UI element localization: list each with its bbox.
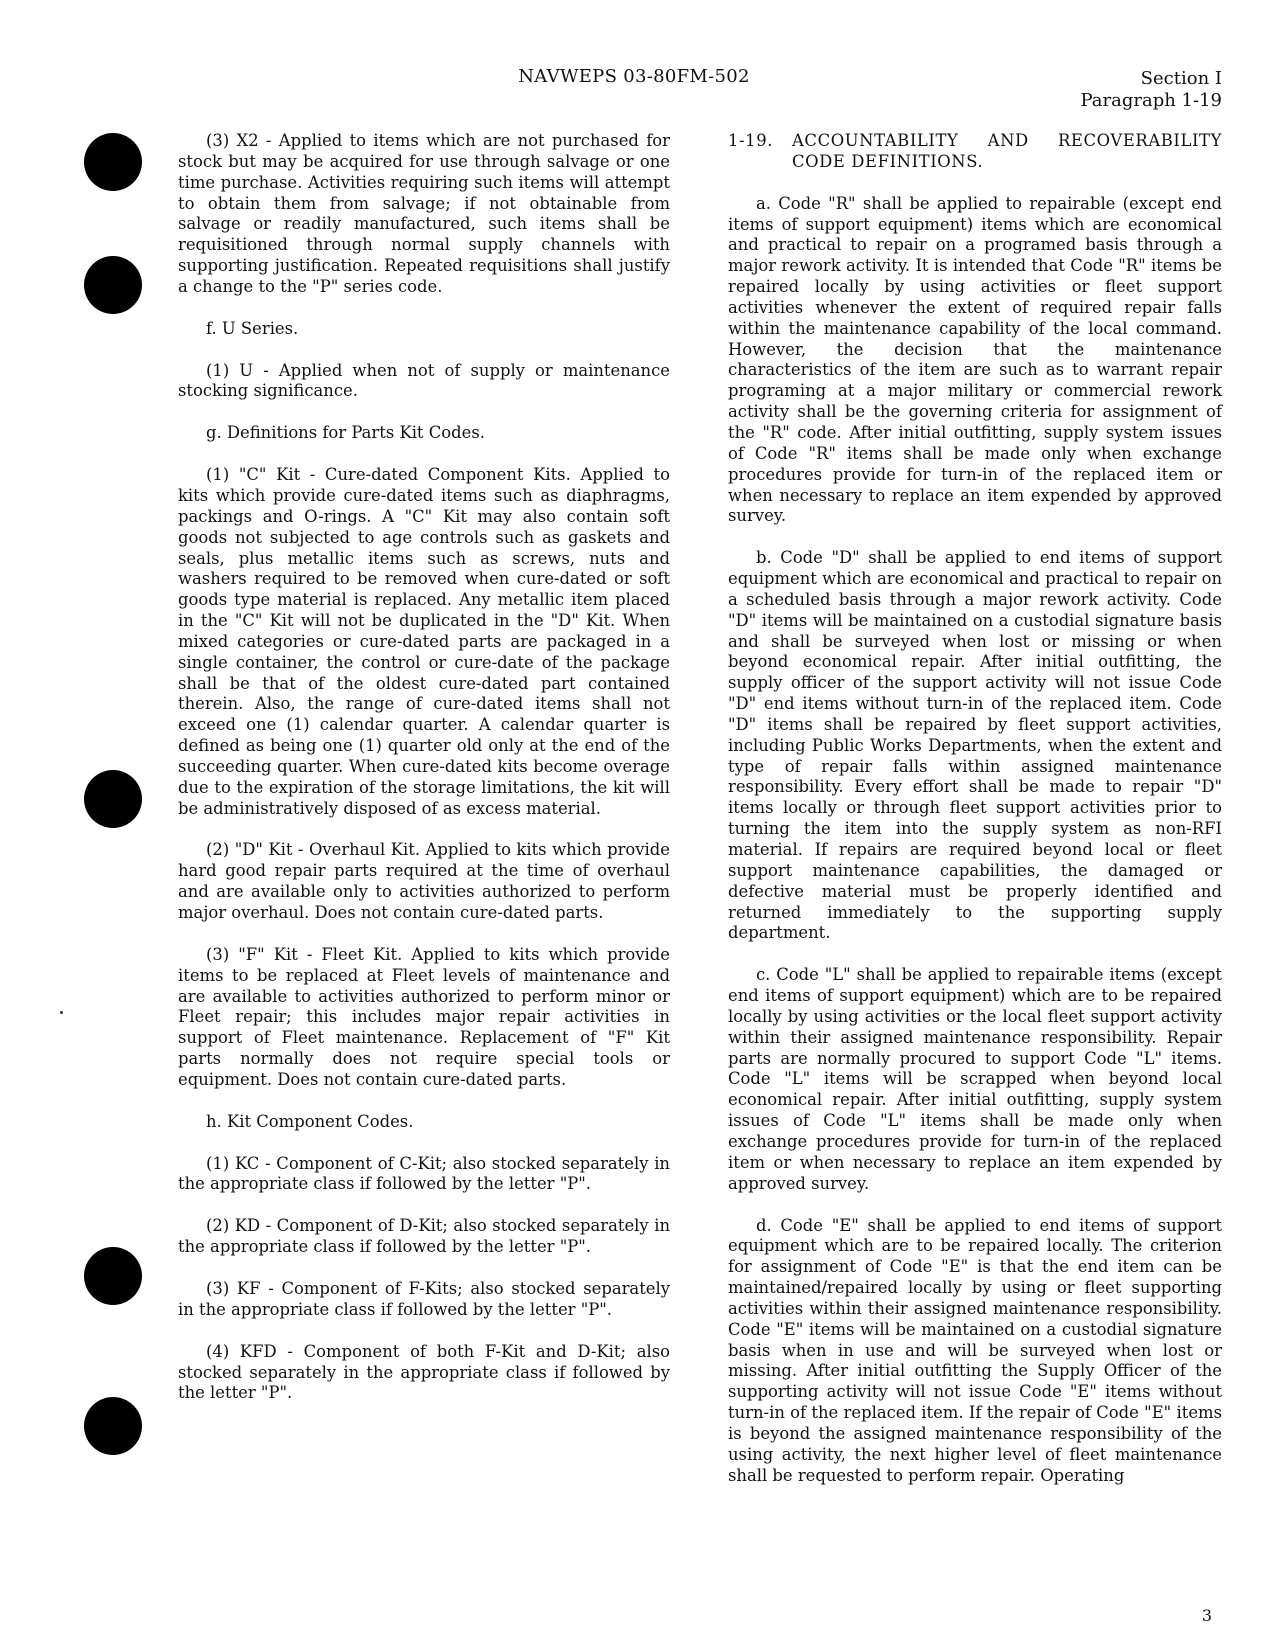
binder-hole xyxy=(84,1247,142,1305)
paragraph-kc: (1) KC - Component of C-Kit; also stocked separately in the appropriate class if followed by the letter "P". xyxy=(178,1153,670,1194)
paragraph-kd: (2) KD - Component of D-Kit; also stocked separately in the appropriate class if followed by the letter "P". xyxy=(178,1216,670,1257)
paragraph-code-l: c. Code "L" shall be applied to repairable items (except end items of support equipment) which are to be repaired locally by using activities or the local fleet support activity within their assigned maintenance responsibility. Repair parts are normally procured to support Code "L" items. Code "L" items will be scrapped when beyond local economical repair. After initial outfitting, supply system issues of Code "L" items shall be made only when exchange procedures provide for turn-in of the replaced item or when necessary to replace an item expended by approved survey. xyxy=(728,965,1222,1193)
document-number: NAVWEPS 03-80FM-502 xyxy=(518,66,750,87)
section-label: Section I xyxy=(1140,68,1222,89)
paragraph-d-kit: (2) "D" Kit - Overhaul Kit. Applied to kits which provide hard good repair parts required at the time of overhaul and are available only to activities authorized to perform major overhaul. Does not contain cure-dated parts. xyxy=(178,840,670,922)
paragraph-kf: (3) KF - Component of F-Kits; also stocked separately in the appropriate class if followed by the letter "P". xyxy=(178,1278,670,1319)
heading-number: 1-19. xyxy=(728,131,774,150)
scan-speck xyxy=(60,1011,63,1014)
page-number: 3 xyxy=(1201,1606,1212,1625)
left-column xyxy=(178,131,670,1425)
section-heading xyxy=(728,131,1222,173)
binder-hole xyxy=(84,256,142,314)
binder-hole xyxy=(84,1397,142,1455)
heading-title: ACCOUNTABILITY AND RECOVERABILITY CODE DEFINITIONS. xyxy=(792,131,1222,171)
subheading-kit-component-codes: h. Kit Component Codes. xyxy=(206,1111,414,1131)
binder-hole xyxy=(84,133,142,191)
paragraph-code-e: d. Code "E" shall be applied to end items of support equipment which are to be repaired locally. The criterion for assignment of Code "E" is that the end item can be maintained/repaired locally by using or fleet supporting activities within their assigned maintenance responsibility. Code "E" items will be maintained on a custodial signature basis when in use and will be surveyed when lost or missing. After initial outfitting the Supply Officer of the supporting activity will not issue Code "E" items without turn-in of the replaced item. If the repair of Code "E" items is beyond the assigned maintenance responsibility of the using activity, the next higher level of fleet maintenance shall be requested to perform repair. Operating xyxy=(728,1215,1222,1485)
right-column xyxy=(728,131,1222,1507)
subheading-parts-kit-codes: g. Definitions for Parts Kit Codes. xyxy=(206,423,485,443)
paragraph-x2: (3) X2 - Applied to items which are not purchased for stock but may be acquired for use through salvage or one time purchase. Activities requiring such items will attempt to obtain them from salvage; if not obtainable from salvage or readily manufactured, such items shall be requisitioned through normal supply channels with supporting justification. Repeated requisitions shall justify a change to the "P" series code. xyxy=(178,131,670,296)
binder-hole xyxy=(84,770,142,828)
paragraph-code-r: a. Code "R" shall be applied to repairable (except end items of support equipment) items which are economical and practical to repair on a programed basis through a major rework activity. It is intended that Code "R" items be repaired locally by using activities or fleet support activities whenever the extent of required repair falls within the maintenance capability of the local command. However, the decision that the maintenance characteristics of the item are such as to warrant repair programing at a major military or commercial rework activity shall be the governing criteria for assignment of the "R" code. After initial outfitting, supply system issues of Code "R" items shall be made only when exchange procedures provide for turn-in of the replaced item or when necessary to replace an item expended by approved survey. xyxy=(728,193,1222,526)
section-reference xyxy=(1080,68,1222,112)
paragraph-code-d: b. Code "D" shall be applied to end items of support equipment which are economical and practical to repair on a scheduled basis through a major rework activity. Code "D" items will be maintained on a custodial signature basis and shall be surveyed when lost or missing or when beyond economical repair. After initial outfitting, the supply officer of the support activity will not issue Code "D" end items without turn-in of the replaced item. Code "D" items shall be repaired by fleet support activities, including Public Works Departments, when the extent and type of repair falls within assigned maintenance responsibility. Every effort shall be made to repair "D" items locally or through fleet support activities prior to turning the item into the supply system as non-RFI material. If repairs are required beyond local or fleet support maintenance capabilities, the damaged or defective material must be properly identified and returned immediately to the supporting supply department. xyxy=(728,548,1222,943)
paragraph-c-kit: (1) "C" Kit - Cure-dated Component Kits. Applied to kits which provide cure-dated items such as diaphragms, packings and O-rings. A "C" Kit may also contain soft goods not subjected to age controls such as gaskets and seals, plus metallic items such as screws, nuts and washers required to be removed when cure-dated or soft goods type material is replaced. Any metallic item placed in the "C" Kit will not be duplicated in the "D" Kit. When mixed categories or cure-dated parts are packaged in a single container, the control or cure-date of the package shall be that of the oldest cure-dated part contained therein. Also, the range of cure-dated items shall not exceed one (1) calendar quarter. A calendar quarter is defined as being one (1) quarter old only at the end of the succeeding quarter. When cure-dated kits become overage due to the expiration of the storage limitations, the kit will be administratively disposed of as excess material. xyxy=(178,465,670,818)
paragraph-u: (1) U - Applied when not of supply or maintenance stocking significance. xyxy=(178,360,670,401)
paragraph-f-kit: (3) "F" Kit - Fleet Kit. Applied to kits which provide items to be replaced at Fleet levels of maintenance and are available to activities authorized to perform minor or Fleet repair; this includes major repair activities in support of Fleet maintenance. Replacement of "F" Kit parts normally does not require special tools or equipment. Does not contain cure-dated parts. xyxy=(178,944,670,1089)
paragraph-label: Paragraph 1-19 xyxy=(1080,90,1222,111)
subheading-u-series: f. U Series. xyxy=(206,318,299,338)
paragraph-kfd: (4) KFD - Component of both F-Kit and D-Kit; also stocked separately in the appropriate class if followed by the letter "P". xyxy=(178,1341,670,1403)
